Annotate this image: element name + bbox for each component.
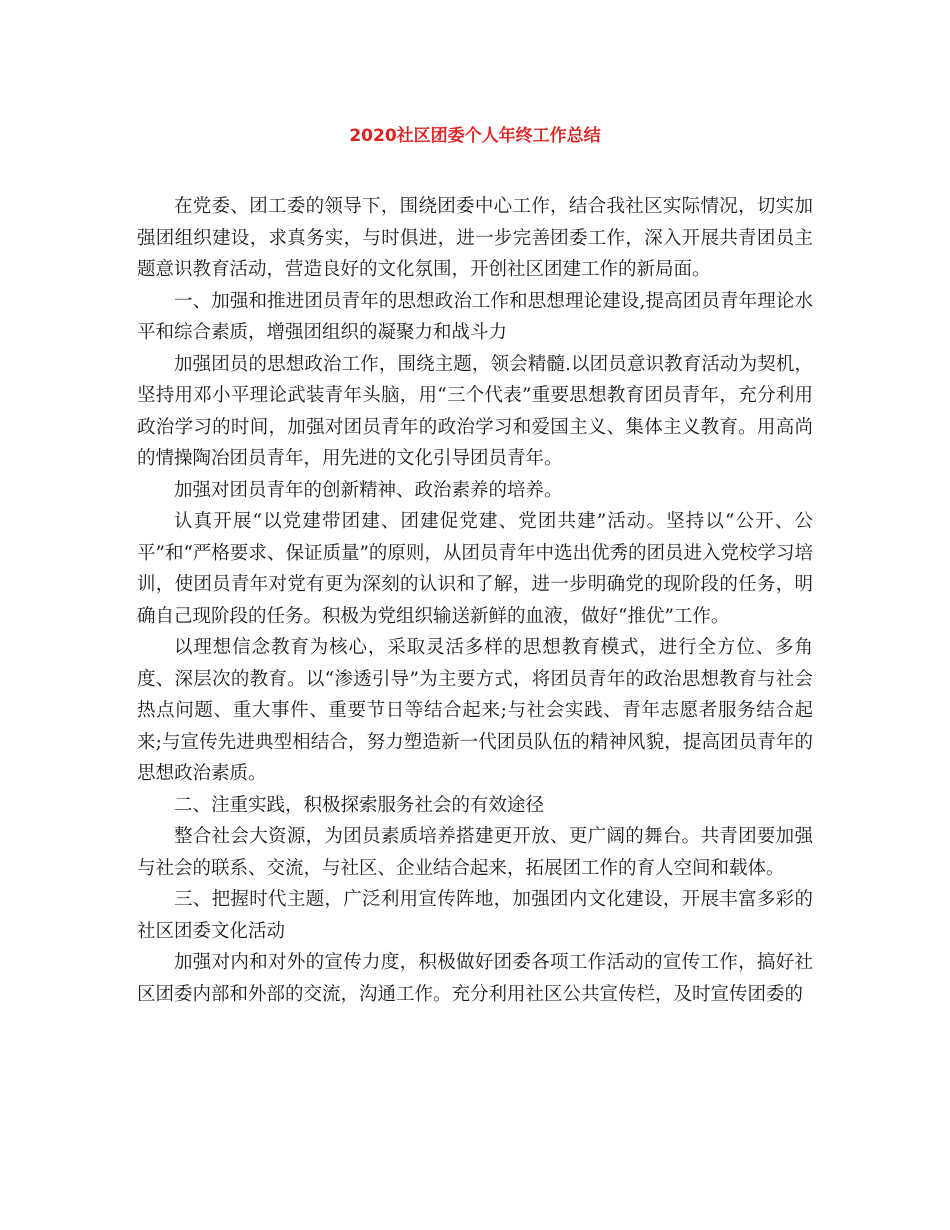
section-heading-2: 二、注重实践，积极探索服务社会的有效途径 [174,794,545,816]
paragraph: 认真开展“以党建带团建、团建促党建、党团共建”活动。坚持以“公开、公平”和“严格要求、保证质量”的原则，从团员青年中选出优秀的团员进入党校学习培训，使团员青年对党有更为深刻的认识和了解，进一步明确党的现阶段的任务，明确自己现阶段的任务。积极为党组织输送新鲜的血液，做好“推优”工作。 [137,511,813,627]
section-heading-3: 三、把握时代主题，广泛利用宣传阵地，加强团内文化建设，开展丰富多彩的社区团委文化活动 [137,889,813,942]
paragraph: 整合社会大资源，为团员素质培养搭建更开放、更广阔的舞台。共青团要加强与社会的联系、交流，与社区、企业结合起来，拓展团工作的育人空间和载体。 [137,826,813,879]
paragraph: 在党委、团工委的领导下，围绕团委中心工作，结合我社区实际情况，切实加强团组织建设，求真务实，与时俱进，进一步完善团委工作，深入开展共青团员主题意识教育活动，营造良好的文化氛围，开创社区团建工作的新局面。 [137,196,813,280]
document-body [137,191,813,1010]
paragraph: 加强团员的思想政治工作，围绕主题，领会精髓.以团员意识教育活动为契机，坚持用邓小平理论武装青年头脑，用“三个代表”重要思想教育团员青年，充分利用政治学习的时间，加强对团员青年的政治学习和爱国主义、集体主义教育。用高尚的情操陶冶团员青年，用先进的文化引导团员青年。 [137,353,813,469]
document-title: 2020社区团委个人年终工作总结 [349,126,601,146]
paragraph: 以理想信念教育为核心，采取灵活多样的思想教育模式，进行全方位、多角度、深层次的教育。以“渗透引导”为主要方式，将团员青年的政治思想教育与社会热点问题、重大事件、重要节日等结合起来;与社会实践、青年志愿者服务结合起来;与宣传先进典型相结合，努力塑造新一代团员队伍的精神风貌，提高团员青年的思想政治素质。 [137,637,813,784]
section-heading-1: 一、加强和推进团员青年的思想政治工作和思想理论建设,提高团员青年理论水平和综合素质，增强团组织的凝聚力和战斗力 [137,290,813,343]
paragraph: 加强对团员青年的创新精神、政治素养的培养。 [174,479,563,501]
paragraph: 加强对内和对外的宣传力度，积极做好团委各项工作活动的宣传工作，搞好社区团委内部和外部的交流，沟通工作。充分利用社区公共宣传栏，及时宣传团委的 [137,952,813,1005]
